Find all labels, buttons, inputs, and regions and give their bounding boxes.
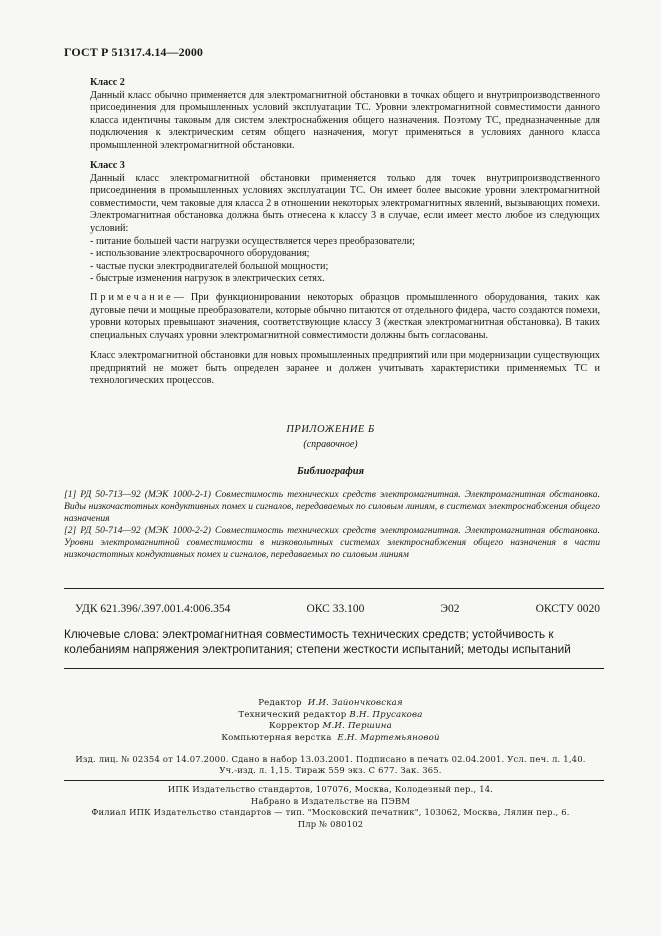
- closing-section: [90, 350, 600, 388]
- closing-paragraph: Класс электромагнитной обстановки для новых промышленных предприятий или при модернизации существующих предприятий не может быть определен заранее и должен учитывать характеристики применяемых ТС и технологических процессов.: [90, 350, 600, 387]
- bibliography-list: [64, 489, 600, 561]
- divider-line: [64, 780, 604, 781]
- list-item: - частые пуски электродвигателей большой мощности;: [90, 260, 329, 272]
- credit-role: Компьютерная верстка: [221, 732, 332, 743]
- credit-name: И.И. Зайончковская: [307, 698, 403, 708]
- publisher-line: Плр № 080102: [297, 818, 364, 829]
- credit-line: [0, 698, 661, 710]
- publisher-line: Набрано в Издательстве на ПЭВМ: [250, 795, 411, 806]
- appendix-subtitle: (справочное): [303, 439, 358, 450]
- class-3-section: [90, 160, 600, 286]
- note-section: [90, 292, 600, 342]
- credit-line: [0, 721, 661, 733]
- divider-line: [64, 588, 604, 589]
- credit-line: [0, 733, 661, 745]
- udc-code: УДК 621.396/.397.001.4:006.354: [75, 603, 231, 615]
- keywords: Ключевые слова: электромагнитная совместимость технических средств; устойчивость к колебаниям напряжения электропитания; степени жесткости испытаний; методы испытаний: [64, 627, 571, 656]
- credit-name: М.И. Першина: [322, 721, 392, 732]
- credit-role: Корректор: [269, 721, 320, 732]
- note-text: — При функционировании некоторых образцов промышленного оборудования, таких как дуговые печи и мощные преобразователи, которые обычно питаются от отдельного фидера, часто создаются помехи, уровни которых превышают значения, соответствующие классу 3 (жесткая электромагнитная обстановка). В таких специальных случаях уровни электромагнитной совместимости должны быть согласованы.: [90, 292, 600, 341]
- credit-line: [0, 710, 661, 722]
- note-label: Примечание: [90, 292, 174, 303]
- oks-code: ОКС 33.100: [306, 603, 365, 615]
- note-paragraph: [90, 292, 600, 342]
- class-2-section: [90, 77, 600, 153]
- class-3-title: Класс 3: [90, 160, 125, 171]
- publisher-line: ИПК Издательство стандартов, 107076, Москва, Колодезный пер., 14.: [167, 784, 494, 794]
- bibliography-item: [2] РД 50-714—92 (МЭК 1000-2-2) Совместимость технических средств электромагнитная. Электромагнитная обстановка. Уровни электромагнитной совместимости в низковольтных системах электроснабжения общего назначения в части низкочастотных кондуктивных помех и сигналов, передаваемых по силовым линиям: [64, 525, 600, 560]
- credit-role: Редактор: [258, 698, 302, 708]
- publisher-info: [0, 784, 661, 830]
- print-info-line: Изд. лиц. № 02354 от 14.07.2000. Сдано в набор 13.03.2001. Подписано в печать 02.04.2001. Усл. печ. л. 1,40.: [75, 754, 586, 764]
- list-item: - быстрые изменения нагрузок в электрических сетях.: [90, 273, 325, 285]
- e-code: Э02: [440, 603, 460, 615]
- class-2-title: Класс 2: [90, 77, 125, 88]
- class-2-text: Данный класс обычно применяется для электромагнитной обстановки в точках общего и внутрипроизводственного присоединения для промышленных условий эксплуатации ТС. Уровни электромагнитной совместимости данного класса идентичны таковым для систем электроснабжения общего назначения. Поэтому ТС, предназначенные для подключения к электрическим сетям общего назначения, могут применяться в условиях данного класса промышленной электромагнитной обстановки.: [90, 89, 600, 151]
- print-info-line: Уч.-изд. л. 1,15. Тираж 559 экз. С 677. Зак. 365.: [219, 765, 442, 775]
- bibliography-item: [1] РД 50-713—92 (МЭК 1000-2-1) Совместимость технических средств электромагнитная. Электромагнитная обстановка. Виды низкочастотных кондуктивных помех и сигналов, передаваемых по силовым линиям, в системах электроснабжения общего назначения: [64, 489, 600, 524]
- credit-name: Е.Н. Мартемьяновой: [337, 732, 440, 743]
- divider-line: [64, 668, 604, 669]
- document-header: ГОСТ Р 51317.4.14—2000: [64, 45, 204, 59]
- editorial-credits: [0, 698, 661, 744]
- publisher-line: Филиал ИПК Издательство стандартов — тип. "Московский печатник", 103062, Москва, Лялин пер., 6.: [91, 807, 570, 818]
- credit-role: Технический редактор: [238, 709, 347, 720]
- list-item: - питание большей части нагрузки осуществляется через преобразователи;: [90, 235, 415, 247]
- credit-name: В.Н. Прусакова: [349, 709, 423, 720]
- list-item: - использование электросварочного оборудования;: [90, 248, 310, 260]
- class-3-conditions-list: [90, 236, 600, 286]
- bibliography-title: Библиография: [296, 466, 365, 477]
- class-3-text: Данный класс электромагнитной обстановки применяется только для точек внутрипроизводственного присоединения в промышленных условиях эксплуатации ТС. Он имеет более высокие уровни электромагнитной совместимости, чем таковые для класса 2 в отношении некоторых электромагнитных явлений, вызывающих помехи. Электромагнитная обстановка должна быть отнесена к классу 3 в случае, если имеет место любое из следующих условий:: [90, 172, 600, 234]
- classification-row: [75, 603, 600, 615]
- appendix-title: ПРИЛОЖЕНИЕ Б: [286, 424, 375, 435]
- okstu-code: ОКСТУ 0020: [535, 603, 600, 615]
- print-info: [0, 754, 661, 776]
